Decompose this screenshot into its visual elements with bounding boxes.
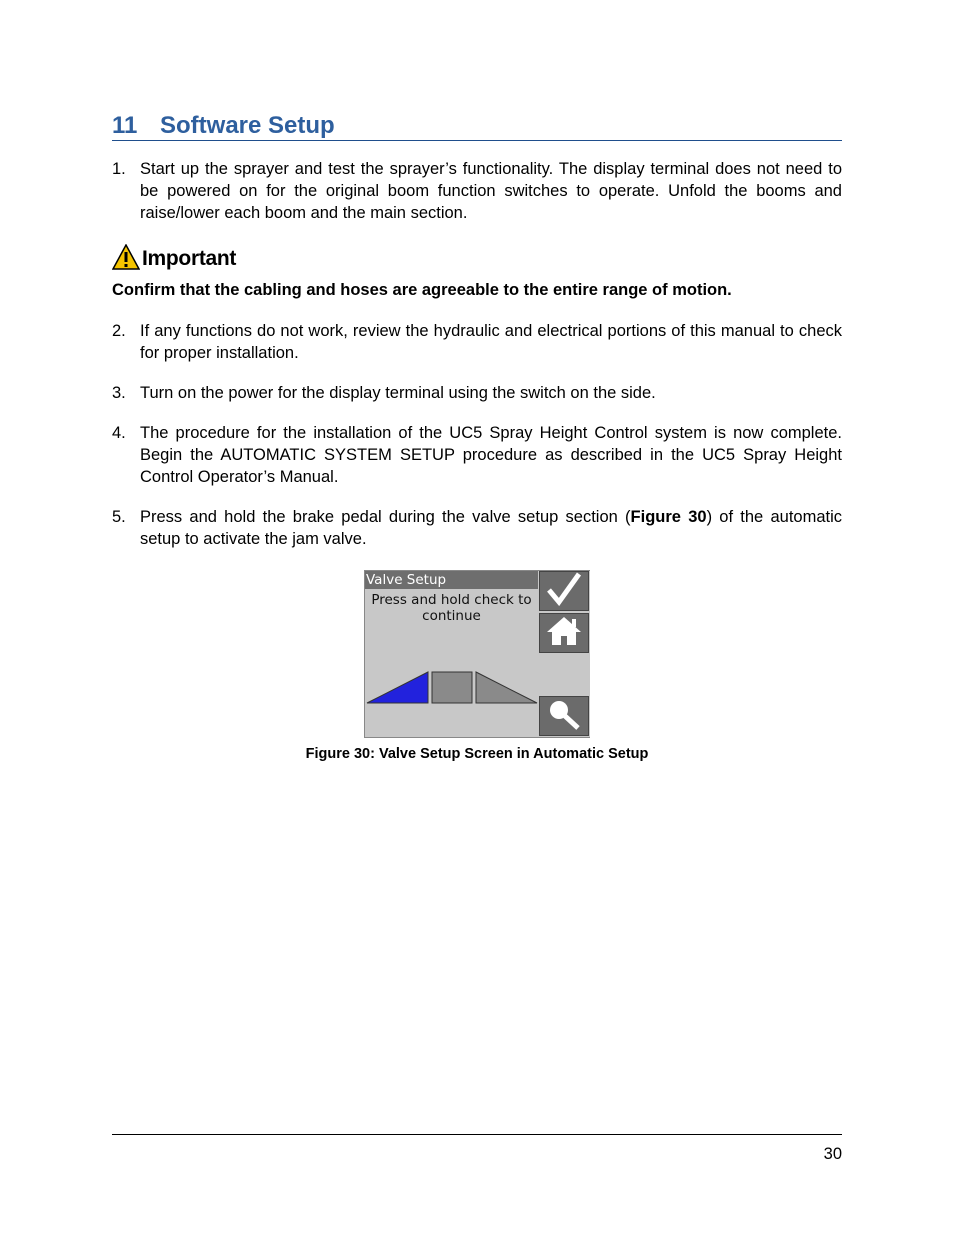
screen-title: Valve Setup [365,571,538,589]
section-number: 11 [112,112,138,139]
step-number: 1. [112,160,126,178]
important-callout [112,244,236,274]
figure-caption: Figure 30: Valve Setup Screen in Automatic Setup [305,746,649,762]
section-title: Software Setup [160,112,335,139]
section-heading [112,110,842,141]
step-1 [112,158,842,224]
step-3 [112,382,842,404]
step-text: Start up the sprayer and test the sprayer’s functionality. The display terminal does not need to be powered on for the original boom function switches to operate. Unfold the booms and raise/lower each boom and the main section. [140,160,842,222]
right-valve-indicator [476,672,537,703]
footer-rule [112,1134,842,1135]
home-icon [545,615,583,652]
page-number: 30 [823,1145,842,1163]
step-number: 3. [112,384,126,402]
step-number: 4. [112,424,126,442]
figure-reference: Figure 30 [630,508,707,526]
step-number: 5. [112,508,126,526]
step-text-part: Press and hold the brake pedal during the valve setup section ( [140,508,631,526]
step-number: 2. [112,322,126,340]
step-text-part: ) of the automatic setup to activate the jam valve. [140,508,842,548]
step-text [140,506,842,550]
step-2 [112,320,842,364]
warning-triangle-icon [112,244,140,275]
step-4 [112,422,842,488]
screen-message: Press and hold check to continue [371,592,532,624]
step-text: If any functions do not work, review the hydraulic and electrical portions of this manual to check for proper installation. [140,322,842,362]
valve-indicator-graphic [365,667,538,707]
center-valve-indicator [432,672,472,703]
home-button[interactable] [539,613,589,653]
check-icon [545,572,583,611]
step-5 [112,506,842,550]
important-note: Confirm that the cabling and hoses are agreeable to the entire range of motion. [112,281,732,299]
magnifier-icon [545,697,583,736]
search-button[interactable] [539,696,589,736]
check-button[interactable] [539,571,589,611]
step-text: Turn on the power for the display terminal using the switch on the side. [140,384,656,402]
important-label: Important [142,247,237,270]
step-text: The procedure for the installation of the UC5 Spray Height Control system is now complete. Begin the AUTOMATIC SYSTEM SETUP procedure as described in the UC5 Spray Height Control Operator’s Manual. [140,424,842,486]
valve-setup-screen-figure [364,570,590,738]
screen-side-buttons [538,571,590,737]
left-valve-indicator [367,672,428,703]
